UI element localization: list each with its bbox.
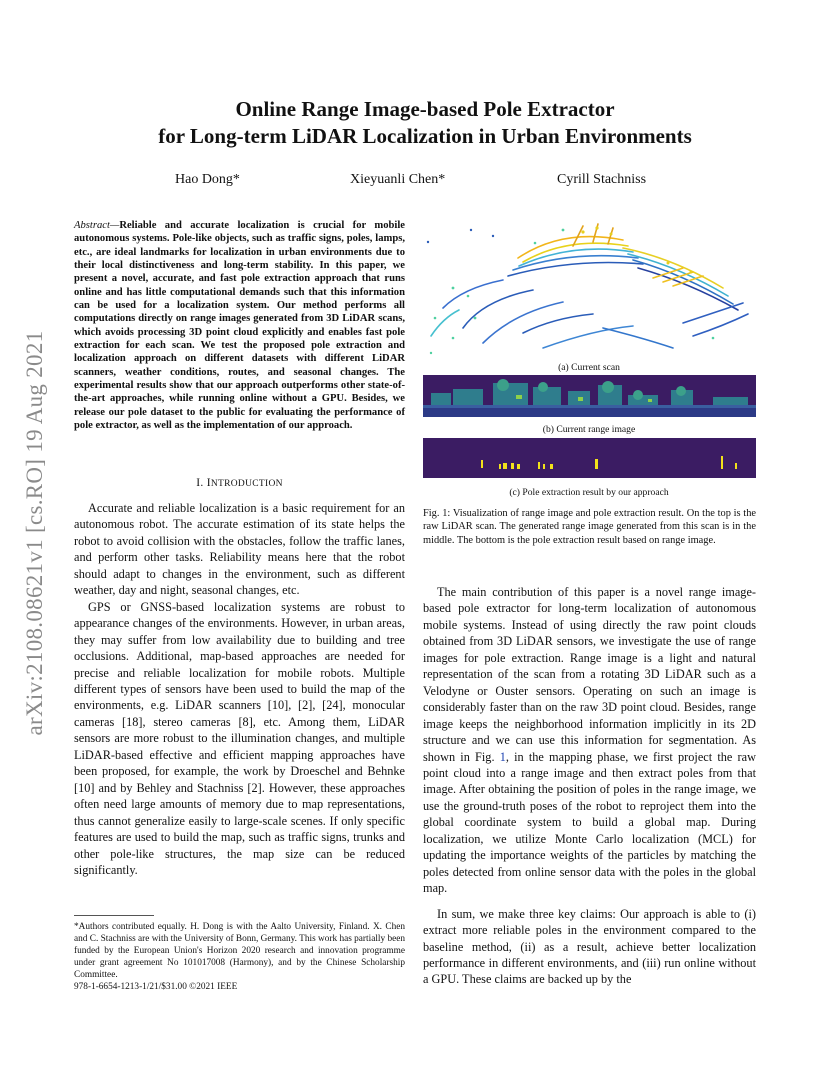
author-2: Xieyuanli Chen* [350,172,446,187]
paper-title [80,96,770,150]
section-rest: NTRODUCTION [210,479,283,489]
subcaption-a: (a) Current scan [558,362,620,373]
intro-paragraph-2: GPS or GNSS-based localization systems are robust to appearance changes of the environments. However, in urban areas, they may suffer from low availability due to building and tree occlusions. Additional, map-based approaches are needed for precise and reliable localization for mobile robots. Multiple different types of sensors have been used to build the map of the environments, e.g. LiDAR scanners [10], [2], [24], monocular cameras [18], stereo cameras [8], etc. Among them, LiDAR sensors are more robust to the illumination changes, and multiple LiDAR-based effective and efficient mapping approaches have been proposed, for example, the work by Droeschel and Behnke [10] and by Behley and Stachniss [2]. However, these approaches often need large amounts of memory due to map representations, thus cannot generalize easily to large-scale scenes. If only specific features are used to build the map, such as traffic signs, trunks and other pole-like structures, the map size can be reduced significantly. [74,599,405,877]
footnote-text: *Authors contributed equally. H. Dong is with the Aalto University, Finland. X. Chen and C. Stachniss are with the University of Bonn, Germany. This work has partially been funded by the European Union's Horizon 2020 research and innovation programme under grant agreement No 101017008 (Harmony), and by the Chinese Scholarship Committee. [74,922,406,980]
figure-1-caption: Fig. 1: Visualization of range image and pole extraction result. On the top is the raw LiDAR scan. The generated range image generated from this scan is in the middle. The bottom is the pole extraction result based on range image. [423,508,756,546]
subcaption-c: (c) Pole extraction result by our approach [509,487,669,498]
abstract [74,219,405,433]
claims-paragraph: In sum, we make three key claims: Our approach is able to (i) extract more reliable poles in the environment compared to the baseline method, (ii) as a result, achieve better localization performance in different environments, and (iii) run online without a GPU. These claims are backed up by the [423,906,756,987]
intro-paragraph-1: Accurate and reliable localization is a basic requirement for an autonomous robot. The accurate estimation of its state helps the robot to avoid collision with the obstacles, follow the traffic lanes, and perform other tasks. Reliability means here that the robot should adapt to changes in the environment, such as different weather, day and night, seasonal changes, etc. [74,501,405,598]
section-heading-introduction [74,477,405,489]
footnote-rule [74,915,154,916]
title-line-1: Online Range Image-based Pole Extractor [235,97,615,121]
author-1: Hao Dong* [175,172,240,187]
title-line-2: for Long-term LiDAR Localization in Urban Environments [158,124,692,148]
subcaption-b: (b) Current range image [542,424,636,435]
footnote [74,921,405,993]
abstract-body: Reliable and accurate localization is crucial for mobile autonomous systems. Pole-like objects, such as traffic signs, poles, lamps, etc., are ideal landmarks for localization in urban environments due to their local distinctiveness and long-term stability. In this paper, we present a novel, accurate, and fast pole extraction approach that runs online and has little computational demands such that this information can be used for a localization system. Our method performs all computations directly on range images generated from 3D LiDAR scans, which avoids processing 3D point cloud explicitly and enables fast pole extraction for each scan. We test the proposed pole extraction and localization approach on different datasets with different LiDAR scanners, weather conditions, routes, and seasonal changes. The experimental results show that our approach outperforms other state-of-the-art approaches, while running online without a GPU. Besides, we release our pole dataset to the public for evaluating the performance of pole extractor, as well as the implementation of our approach. [74,220,405,432]
left-column-body [74,500,405,878]
contribution-paragraph: The main contribution of this paper is a novel range image-based pole extractor for long-term localization of autonomous mobile systems. Instead of using directly the raw point clouds obtained from 3D LiDAR sensors, we investigate the use of range images for pole extraction. Range image is a light and natural representation of the scan from a rotating 3D LiDAR such as a Velodyne or Ouster sensors. Operating on such an image is considerably faster than on the raw 3D point cloud. Besides, range image keeps the neighborhood information implicitly in its 2D structure and we can use this information for segmentation. As shown in Fig. 1, in the mapping phase, we first project the raw point cloud into a range image and then extract poles from that image. After obtaining the position of poles in the range image, we use the ground-truth poses of the robot to reproject them into the global coordinate system to build a global map. During localization, we utilize Monte Carlo localization (MCL) for updating the importance weights of the particles by matching the poles detected from online sensor data with the poles in the global map. [423,585,756,896]
arxiv-sidebar-stamp: arXiv:2108.08621v1 [cs.RO] 19 Aug 2021 [22,330,47,736]
right-column-body [423,584,756,988]
pole-extraction-image [423,438,756,478]
author-3: Cyrill Stachniss [557,172,647,187]
copyright-line: 978-1-6654-1213-1/21/$31.00 ©2021 IEEE [74,982,238,992]
section-first-letter: I [206,477,211,489]
abstract-lead: Abstract— [74,220,120,231]
section-number: I. [196,477,207,489]
range-image [423,375,756,417]
figure-ref-link[interactable]: 1 [499,749,506,764]
lidar-scan-image [423,218,756,358]
